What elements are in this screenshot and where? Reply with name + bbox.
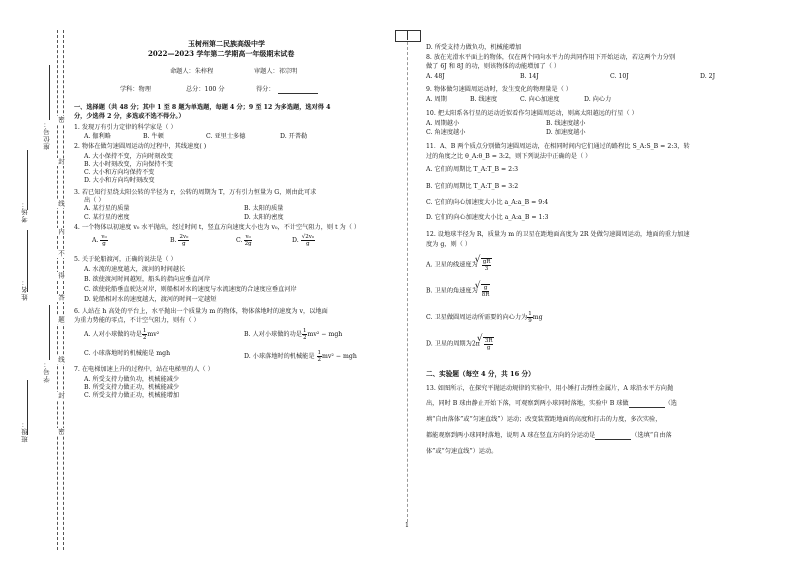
seal-char: 封 (57, 158, 65, 166)
q6-expr-d: mv² − mgh (322, 353, 357, 360)
label-name: 姓名： (21, 278, 29, 301)
q13-stem-3: 填“自由落体”或“匀速直线”）运动；改变装置距地面的高度和打击的力度，多次实验， (426, 416, 662, 423)
q9-stem: 9. 物体做匀速圆周运动时，发生变化的物理量是（ ） (426, 86, 572, 93)
q9-option-a[interactable]: A. 周期 (426, 96, 447, 103)
q6-expr-a: mv² (147, 331, 160, 338)
binding-line-inner (63, 30, 64, 550)
q9-option-b[interactable]: B. 线速度 (470, 96, 498, 103)
q4-option-a[interactable] (92, 234, 108, 247)
q12-rad-a-num: √ gR (482, 259, 491, 265)
q13-stem-4-text: 都能观察到两小球同时落地，说明 A 球在竖直方向的分运动是 (426, 432, 596, 439)
q13-stem-5: 体”或“匀速直线”）运动。 (426, 448, 498, 455)
q12-rad-d-frac (484, 338, 494, 351)
exam-room-underline (27, 150, 29, 210)
q8-option-c[interactable]: C. 10J (610, 73, 629, 80)
seal-char: 封 (57, 392, 65, 400)
q3-option-a[interactable]: A. 某行星的质量 (84, 205, 130, 212)
q12-expr-c: mg (532, 314, 543, 321)
name-underline (27, 230, 29, 292)
q10-option-d[interactable]: D. 加速度越小 (546, 129, 586, 136)
q12-option-a-label: A. 卫星的线速度为 (426, 261, 478, 269)
q12-rad-d-num: √ 3R (484, 338, 493, 344)
q2-stem: 2. 物体在做匀速圆周运动的过程中，其线速度( ) (74, 143, 207, 150)
q4-fraction-a-num: v₀ (101, 234, 107, 240)
section1-title-2: 分，少选得 2 分，多选或不选不得分。） (74, 113, 185, 120)
q1-option-d[interactable]: D. 开普勒 (280, 133, 308, 140)
q6-half-a-num: 1 (142, 328, 147, 334)
q12-option-d[interactable] (426, 337, 494, 351)
q3-option-d[interactable]: D. 太阳的密度 (244, 214, 284, 221)
q4-fraction-b-den: g (182, 241, 186, 247)
q12-stem-2: 度为 g，则（ ） (426, 241, 472, 248)
q9-option-d[interactable]: D. 向心力 (584, 96, 612, 103)
author: 命题人：朱梓程 (170, 68, 214, 75)
q1-option-b[interactable]: B. 牛顿 (143, 133, 164, 140)
q12-prefix-d: 2π (471, 340, 480, 348)
fold-mark-divider (407, 30, 408, 40)
q13-blank-1[interactable] (629, 401, 665, 408)
q13-stem-4 (426, 432, 672, 440)
q13-blank-2[interactable] (595, 433, 631, 440)
q4-option-d[interactable] (292, 234, 315, 247)
label-student-no: 学号： (43, 360, 51, 383)
exam-title: 2022—2023 学年第二学期高一年级期末试卷 (148, 49, 295, 58)
q2-option-a[interactable]: A. 大小保持不变，方向时刻改变 (84, 153, 173, 160)
q4-option-a-label: A. (92, 237, 99, 244)
q12-rad-a-den: 3 (484, 266, 489, 272)
q6-option-c[interactable]: C. 小球落地时的机械能是 mgh (84, 350, 171, 357)
q11-option-b[interactable]: B. 它们的周期比 T_A:T_B = 3:2 (426, 183, 519, 190)
q12-radical-b (481, 284, 491, 298)
q2-option-d[interactable]: D. 大小和方向均时刻改变 (84, 177, 155, 184)
class-underline (27, 380, 29, 435)
seal-char: 线 (57, 356, 65, 364)
q13-stem-2-text: 出，同时 B 球由静止开始下落，可观察到两小球同时落地，实验中 B 球做 (426, 400, 629, 407)
q1-option-a[interactable]: A. 伽利略 (84, 133, 111, 140)
total-score: 总分：100 分 (186, 86, 225, 93)
q4-fraction-b-num: 2v₀ (179, 234, 189, 240)
q7-option-b[interactable]: B. 所受支持力做正功，机械能减少 (84, 384, 180, 391)
seal-char: 答 (57, 294, 65, 302)
q1-stem: 1. 发现万有引力定律的科学家是（ ） (74, 124, 177, 131)
q12-frac-c-den: 9 (528, 318, 532, 324)
q7-option-d[interactable]: D. 所受支持力做负功，机械能增加 (426, 44, 522, 51)
q1-option-c[interactable]: C. 亚里士多德 (206, 133, 246, 140)
q12-option-c[interactable] (426, 311, 543, 324)
q9-option-c[interactable]: C. 向心加速度 (520, 96, 560, 103)
q8-option-a[interactable]: A. 48J (426, 73, 445, 80)
q12-radical-d (483, 337, 495, 351)
q12-stem: 12. 设地球半径为 R，质量为 m 的卫星在距地面高度为 2R 处做匀速圆周运动，地面的重力加速 (426, 231, 690, 238)
page-number: 1 (405, 522, 409, 529)
q6-half-a-den: 2 (142, 335, 147, 341)
q6-half-b-den: 2 (302, 335, 307, 341)
q12-option-b-label: B. 卫星的角速度为 (426, 287, 478, 295)
q6-option-a[interactable] (84, 328, 159, 341)
q8-option-d[interactable]: D. 2J (700, 73, 716, 80)
q12-rad-b-num: √ g (482, 285, 490, 292)
q11-stem: 11．A、B 两个质点分别做匀速圆周运动，在相同时间内它们通过的路程比 S_A:S_B = 2:3，转 (426, 143, 690, 150)
q5-option-a[interactable]: A. 水流的速度越大，渡河的时间越长 (84, 266, 186, 273)
q6-stem-2: 为重力势能的零点，不计空气阻力，则有（ ） (74, 317, 200, 324)
seal-char: 不 (57, 250, 65, 258)
q8-stem: 8. 放在光滑水平面上的物体，仅在两个同向水平力的共同作用下开始运动，若这两个力分别 (426, 54, 676, 61)
q11-option-a[interactable]: A. 它们的周期比 T_A:T_B = 2:3 (426, 166, 519, 173)
q6-option-b-label: B. 人对小球做的功是 (244, 331, 302, 338)
q4-fraction-a (100, 234, 107, 247)
seal-char: 密 (57, 116, 65, 124)
label-class: 班级： (21, 420, 29, 443)
q5-option-c[interactable]: C. 欲使轮船垂直驶达对岸，则船相对水的速度与水流速度的合速度应垂直河岸 (84, 286, 297, 293)
binding-line-outer (57, 30, 58, 550)
q4-fraction-c (244, 234, 251, 247)
q11-stem-2: 过的角度之比 θ_A:θ_B = 3:2，则下列说法中正确的是（ ） (426, 153, 592, 160)
q4-option-c-label: C. (236, 237, 243, 244)
q6-option-d[interactable] (244, 350, 357, 363)
q4-option-b-label: B. (170, 237, 177, 244)
q2-option-c[interactable]: C. 大小和方向均保持不变 (84, 169, 155, 176)
q8-option-b[interactable]: B. 14J (520, 73, 539, 80)
q5-stem: 5. 关于轮船渡河，正确的说法是（ ） (74, 256, 177, 263)
q11-option-c[interactable]: C. 它们的向心加速度大小比 a_A:a_B = 9:4 (426, 199, 549, 206)
q4-fraction-c-num: v₀ (245, 234, 251, 240)
score-label: 得分： (256, 86, 275, 93)
q2-option-b[interactable]: B. 大小时刻改变，方向保持不变 (84, 161, 173, 168)
seat-no-underline (49, 65, 51, 120)
q10-option-a[interactable]: A. 周期越小 (426, 120, 460, 127)
q4-option-c[interactable] (236, 234, 252, 247)
q3-stem-2: 出（ ） (84, 197, 105, 204)
q4-fraction-b (178, 234, 189, 247)
q8-stem-2: 做了 6J 和 8J 的功，则该物体的动能增加了（ ） (426, 63, 561, 70)
q6-option-b[interactable] (244, 328, 342, 341)
q6-half-d-den: 2 (317, 357, 322, 363)
q3-option-b[interactable]: B. 太阳的质量 (244, 205, 284, 212)
section1-title: 一、选择题（共 48 分；其中 1 至 8 题为单选题，每题 4 分；9 至 12 为多选题，选对得 4 (74, 104, 331, 111)
subject: 学科：物理 (120, 86, 151, 93)
q7-stem: 7. 在电梯加速上升的过程中，站在电梯里的人（ ） (74, 366, 214, 373)
q13-stem: 13. 如图所示，在探究平抛运动规律的实验中，用小锤打击弹性金属片，A 球沿水平方向抛 (426, 385, 674, 392)
q5-option-d[interactable]: D. 轮船相对水的速度越大，渡河的时间一定越短 (84, 296, 217, 303)
score-blank[interactable] (278, 93, 318, 94)
q7-option-a[interactable]: A. 所受支持力做负功，机械能减少 (84, 376, 180, 383)
q12-option-d-label: D. 卫星的周期为 (426, 340, 472, 348)
q12-option-c-label: C. 卫星做圆周运动所需要的向心力为 (426, 314, 528, 321)
q6-option-a-label: A. 人对小球做的功是 (84, 331, 142, 338)
q11-option-d[interactable]: D. 它们的向心加速度大小比 a_A:a_B = 1:3 (426, 214, 549, 221)
q4-fraction-d-num: √2v₀ (301, 234, 315, 240)
label-seat-no: 座位号： (43, 120, 51, 150)
section2-title: 二、实验题（每空 4 分，共 16 分） (426, 370, 535, 378)
q12-option-b[interactable] (426, 284, 490, 298)
reviewer: 审题人：祁宗明 (254, 68, 298, 75)
q12-radical-a (481, 258, 493, 272)
q10-stem: 10. 把太阳系各行星的运动近似看作匀速圆周运动，则离太阳越远的行星（ ） (426, 110, 638, 117)
school-name: 玉树州第二民族高级中学 (188, 39, 265, 48)
seal-char: 题 (57, 316, 65, 324)
q4-option-d-label: D. (292, 237, 299, 244)
fold-mark (395, 30, 421, 42)
q3-stem: 3. 若已知行星绕太阳公转的半径为 r，公转的周期为 T，万有引力恒量为 G，则由此可求 (74, 189, 317, 196)
q12-frac-c-num: 1 (528, 311, 532, 317)
q6-option-d-label: D. 小球落地时的机械能是 (244, 353, 315, 360)
label-exam-room: 考场： (21, 200, 29, 223)
q6-stem: 6. 人站在 h 高处的平台上，水平抛出一个质量为 m 的物体，物体落地时的速度为 v，以地面 (74, 308, 328, 315)
q4-fraction-d-den: g (306, 241, 310, 247)
q5-option-b[interactable]: B. 欲使渡河时间越短，船头的指向应垂直河岸 (84, 276, 211, 283)
q6-expr-b: mv² − mgh (307, 331, 343, 338)
q6-half-b-num: 1 (302, 328, 307, 334)
q4-fraction-d (301, 234, 315, 247)
q7-option-c[interactable]: C. 所受支持力做正功，机械能增加 (84, 392, 180, 399)
q4-fraction-a-den: g (102, 241, 106, 247)
q10-option-c[interactable]: C. 角速度越小 (426, 129, 466, 136)
q4-fraction-c-den: 2g (244, 241, 252, 247)
q13-stem-2 (426, 400, 677, 408)
q12-rad-d-den: g (486, 345, 491, 351)
q13-stem-4-tail: （选填“自由落 (631, 432, 672, 439)
seal-char: 内 (57, 228, 65, 236)
center-divider (407, 42, 409, 522)
student-no-underline (49, 305, 51, 360)
q12-rad-b-den: 8R (481, 292, 490, 298)
q6-half-d-num: 1 (317, 350, 322, 356)
q12-rad-b-frac (482, 285, 490, 298)
q10-option-b[interactable]: B. 线速度越小 (546, 120, 586, 127)
q13-stem-2-tail: （选 (664, 400, 677, 407)
q4-stem: 4. 一个物体以初速度 v₀ 水平抛出，经过时间 t，竖直方向速度大小也为 v₀，不计空气阻力，则 t 为（ ） (74, 224, 361, 231)
q12-rad-a-frac (482, 259, 492, 272)
seal-char: 线 (57, 200, 65, 208)
seal-char: 密 (57, 428, 65, 436)
q12-option-a[interactable] (426, 258, 492, 272)
seal-char: 得 (57, 272, 65, 280)
q3-option-c[interactable]: C. 某行星的密度 (84, 214, 130, 221)
q4-option-b[interactable] (170, 234, 189, 247)
